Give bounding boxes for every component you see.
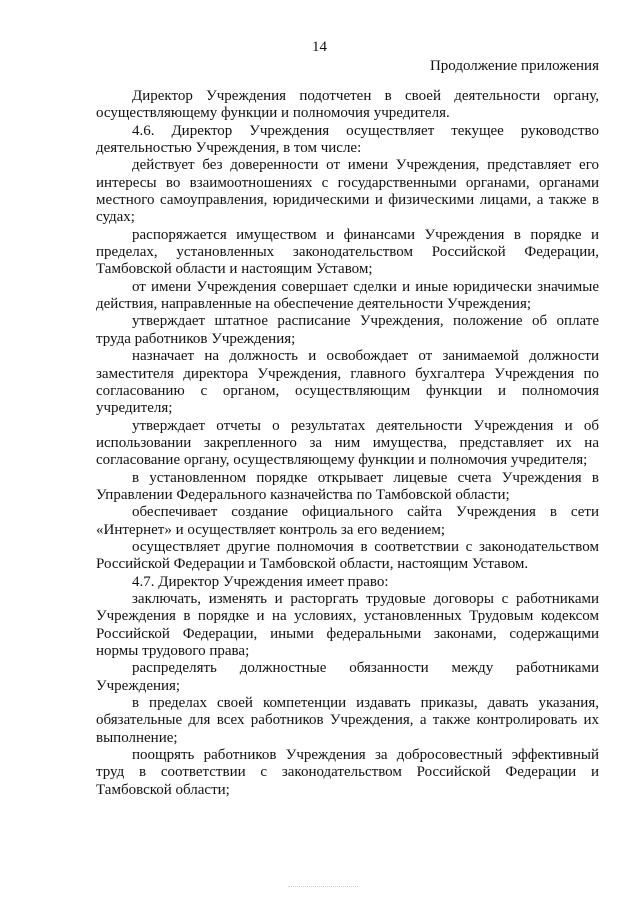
paragraph: утверждает штатное расписание Учреждения, положение об оплате труда работников Учреждения; bbox=[96, 313, 599, 347]
paragraph: распоряжается имуществом и финансами Учреждения в порядке и пределах, установленных законодательством Российской Федерации, Тамбовской области и настоящим Уставом; bbox=[96, 226, 599, 278]
header-note: Продолжение приложения bbox=[429, 58, 599, 74]
paragraph: назначает на должность и освобождает от занимаемой должности заместителя директора Учреждения, главного бухгалтера Учреждения по согласованию с органом, осуществляющим функции и полномочия учредителя; bbox=[96, 348, 599, 417]
paragraph: Директор Учреждения подотчетен в своей деятельности органу, осуществляющему функции и полномочия учредителя. bbox=[96, 88, 599, 122]
paragraph: заключать, изменять и расторгать трудовые договоры с работниками Учреждения в порядке и на условиях, установленных Трудовым кодексом Российской Федерации, иными федеральными законами, содержащими нормы трудового права; bbox=[96, 590, 599, 659]
paragraph: поощрять работников Учреждения за добросовестный эффективный труд в соответствии с законодательством Российской Федерации и Тамбовской области; bbox=[96, 747, 599, 798]
paragraph: от имени Учреждения совершает сделки и иные юридически значимые действия, направленные на обеспечение деятельности Учреждения; bbox=[96, 278, 599, 313]
paragraph: обеспечивает создание официального сайта Учреждения в сети «Интернет» и осуществляет контроль за его ведением; bbox=[96, 504, 599, 538]
paragraph: 4.6. Директор Учреждения осуществляет текущее руководство деятельностью Учреждения, в том числе: bbox=[96, 122, 599, 157]
paragraph: 4.7. Директор Учреждения имеет право: bbox=[132, 573, 389, 590]
paragraph: утверждает отчеты о результатах деятельности Учреждения и об использовании закрепленного за ним имущества, представляет их на согласование органу, осуществляющему функции и полномочия учредителя; bbox=[96, 417, 599, 469]
document-body bbox=[96, 88, 599, 799]
paragraph: действует без доверенности от имени Учреждения, представляет его интересы во взаимоотношениях с государственными органами, органами местного самоуправления, юридическими и физическими лицами, а также в судах; bbox=[96, 157, 599, 226]
paragraph: в пределах своей компетенции издавать приказы, давать указания, обязательные для всех работников Учреждения, а также контролировать их выполнение; bbox=[96, 695, 599, 746]
paragraph: в установленном порядке открывает лицевые счета Учреждения в Управлении Федерального казначейства по Тамбовской области; bbox=[96, 469, 599, 503]
page-number: 14 bbox=[312, 39, 327, 55]
paragraph: распределять должностные обязанности между работниками Учреждения; bbox=[96, 660, 599, 694]
faint-stamp-mark bbox=[288, 886, 358, 893]
paragraph: осуществляет другие полномочия в соответствии с законодательством Российской Федерации и Тамбовской области, настоящим Уставом. bbox=[96, 538, 599, 573]
